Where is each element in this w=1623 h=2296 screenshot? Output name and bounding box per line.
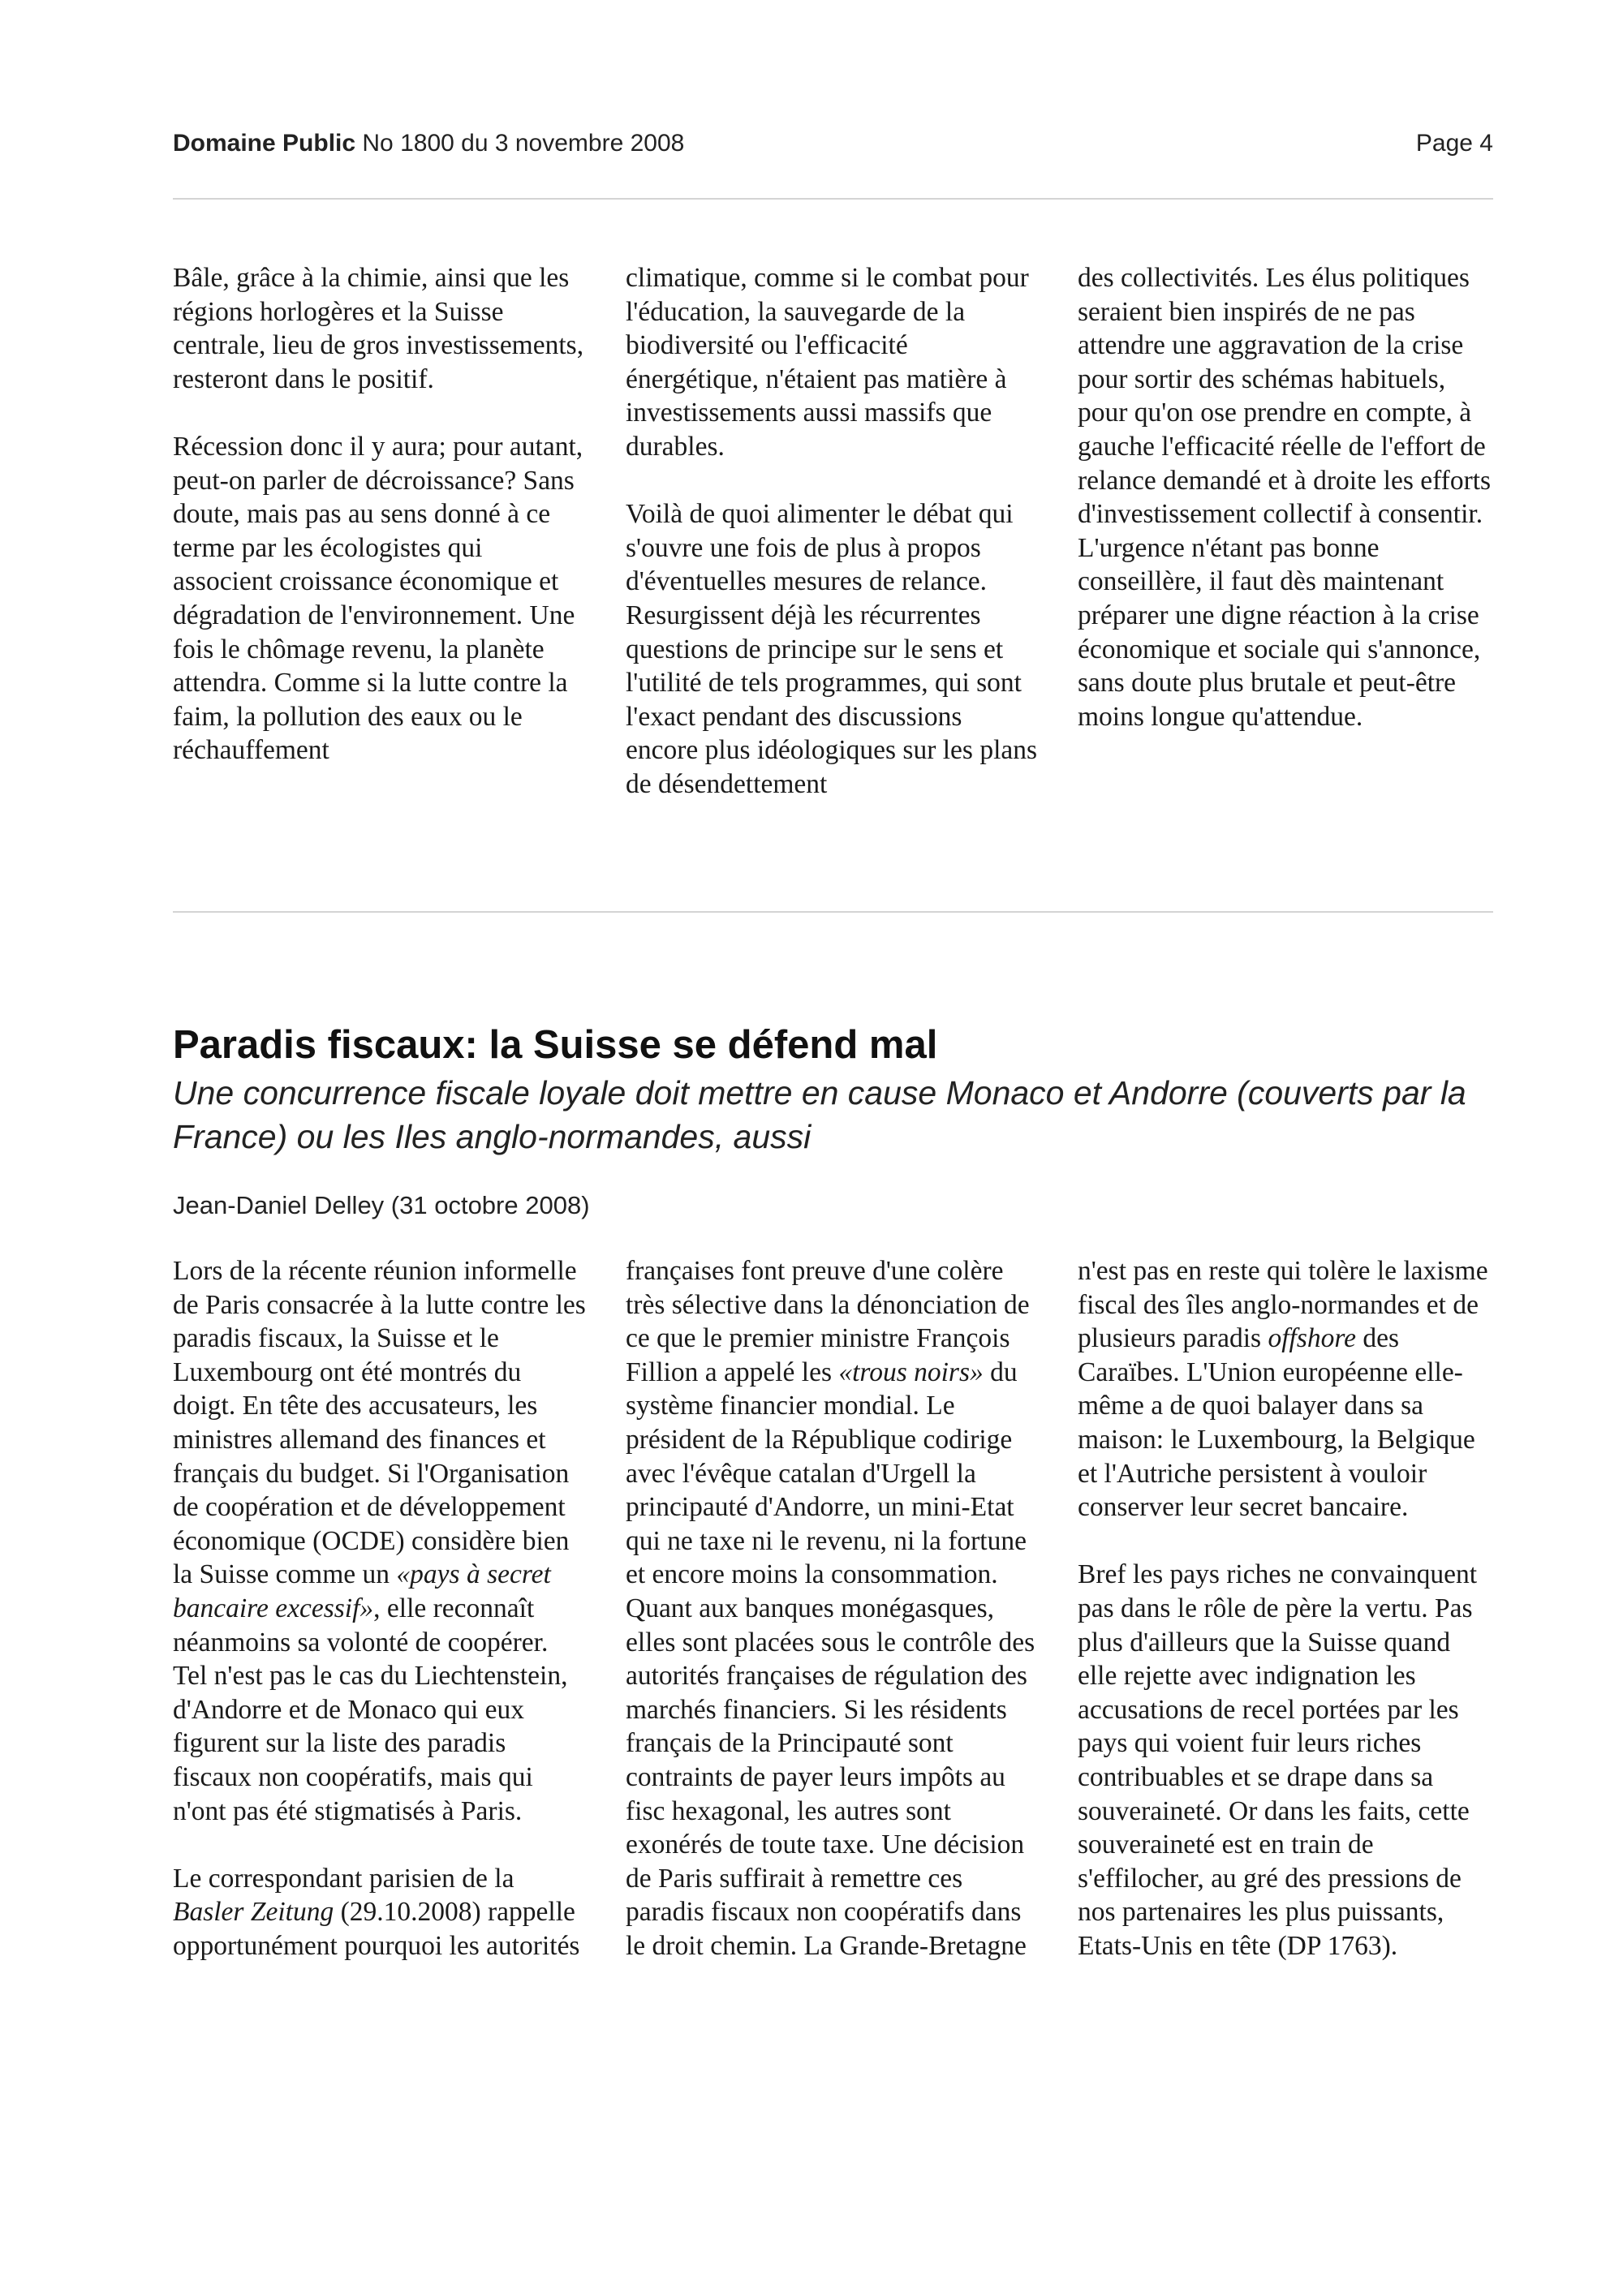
newspaper-title: Basler Zeitung	[173, 1897, 334, 1928]
emphasis-quote: «trous noirs»	[838, 1357, 984, 1387]
paragraph: Récession donc il y aura; pour autant, peut-on parler de décroissance? Sans doute, mais pas au sens donné à ce terme par les écologistes qui associent croissance économique et dégradation de l'environnement. Une fois le chômage revenu, la planète attendra. Comme si la lutte contre la faim, la pollution des eaux ou le réchauffement	[173, 431, 583, 766]
text-run: (29.10.2008) rappelle opportunément pourquoi les autorités	[173, 1897, 580, 1961]
paragraph: Voilà de quoi alimenter le débat qui s'ouvre une fois de plus à propos d'éventuelles mesures de relance. Resurgissent déjà les récurrentes questions de principe sur le sens et l'utilité de tels programmes, qui sont l'exact pendant des discussions encore plus idéologiques sur les plans de désendettement	[626, 499, 1038, 799]
issue-info: No 1800 du 3 novembre 2008	[362, 130, 685, 157]
paragraph: Bâle, grâce à la chimie, ainsi que les régions horlogères et la Suisse centrale, lieu de gros investissements, resteront dans le positif.	[173, 263, 584, 394]
page-header	[173, 130, 1493, 166]
text-run: Lors de la récente réunion informelle de Paris consacrée à la lutte contre les paradis fiscaux, la Suisse et le Luxembourg ont été montrés du doigt. En tête des accusateurs, les ministres allemand des finances et français du budget. Si l'Organisation de coopération et de développement économique (OCDE) considère bien la Suisse comme un	[173, 1256, 586, 1590]
paragraph	[1078, 1254, 1492, 1524]
header-divider	[173, 198, 1493, 200]
text-run: Le correspondant parisien de la	[173, 1863, 514, 1894]
article-byline: Jean-Daniel Delley (31 octobre 2008)	[173, 1191, 590, 1219]
page-number: Page 4	[1415, 130, 1493, 157]
previous-article-column-3	[1078, 261, 1492, 733]
text-run: , elle reconnaît néanmoins sa volonté de coopérer. Tel n'est pas le cas du Liechtenstein, d'Andorre et de Monaco qui eux figurent sur la liste des paradis fiscaux non coopératifs, mais qui n'ont pas été stigmatisés à Paris.	[173, 1593, 568, 1826]
text-run: des Caraïbes. L'Union européenne elle-même a de quoi balayer dans sa maison: le Luxembourg, la Belgique et l'Autriche persistent à vouloir conserver leur secret bancaire.	[1078, 1323, 1475, 1523]
paragraph	[173, 1862, 587, 1963]
article-title: Paradis fiscaux: la Suisse se défend mal	[173, 1023, 938, 1067]
emphasis-quote: «pays à secret bancaire excessif»	[173, 1559, 551, 1623]
paragraph	[626, 1254, 1040, 1963]
text-run: françaises font preuve d'une colère très sélective dans la dénonciation de ce que le premier ministre François Fillion a appelé les	[626, 1256, 1030, 1387]
article-subtitle: Une concurrence fiscale loyale doit mettre en cause Monaco et Andorre (couverts par la France) ou les Iles anglo-normandes, aussi	[173, 1074, 1466, 1155]
paragraph: des collectivités. Les élus politiques seraient bien inspirés de ne pas attendre une aggravation de la crise pour sortir des schémas habituels, pour qu'on ose prendre en compte, à gauche l'efficacité réelle de l'effort de relance demandé et à droite les efforts d'investissement collectif à consentir. L'urgence n'étant pas bonne conseillère, il faut dès maintenant préparer une digne réaction à la crise économique et sociale qui s'annonce, sans doute plus brutale et peut-être moins longue qu'attendue.	[1078, 263, 1492, 732]
article-column-1	[173, 1254, 587, 1963]
previous-article-column-1	[173, 261, 587, 767]
paragraph	[173, 1254, 587, 1828]
emphasis-term: offshore	[1268, 1323, 1357, 1354]
previous-article-column-2	[626, 261, 1040, 802]
article-column-2	[626, 1254, 1040, 1963]
text-run: du système financier mondial. Le président de la République codirige avec l'évêque catalan d'Urgell la principauté d'Andorre, un mini-Etat qui ne taxe ni le revenu, ni la fortune et encore moins la consommation. Quant aux banques monégasques, elles sont placées sous le contrôle des autorités françaises de régulation des marchés financiers. Si les résidents français de la Principauté sont contraints de payer leurs impôts au fisc hexagonal, les autres sont exonérés de toute taxe. Une décision de Paris suffirait à remettre ces paradis fiscaux non coopératifs dans le droit chemin. La Grande-Bretagne	[626, 1357, 1035, 1961]
paragraph: climatique, comme si le combat pour l'éducation, la sauvegarde de la biodiversité ou l'efficacité énergétique, n'étaient pas matière à investissements aussi massifs que durables.	[626, 263, 1029, 462]
publication-name: Domaine Public	[173, 130, 356, 157]
text-run: n'est pas en reste qui tolère le laxisme fiscal des îles anglo-normandes et de plusieurs paradis	[1078, 1256, 1488, 1354]
section-divider	[173, 911, 1493, 913]
article-column-3	[1078, 1254, 1492, 1963]
paragraph: Bref les pays riches ne convainquent pas dans le rôle de père la vertu. Pas plus d'ailleurs que la Suisse quand elle rejette avec indignation les accusations de recel portées par les pays qui voient fuir leurs riches contribuables et se drape dans sa souveraineté. Or dans les faits, cette souveraineté est en train de s'effilocher, au gré des pressions de nos partenaires les plus puissants, Etats-Unis en tête (DP 1763).	[1078, 1559, 1478, 1961]
